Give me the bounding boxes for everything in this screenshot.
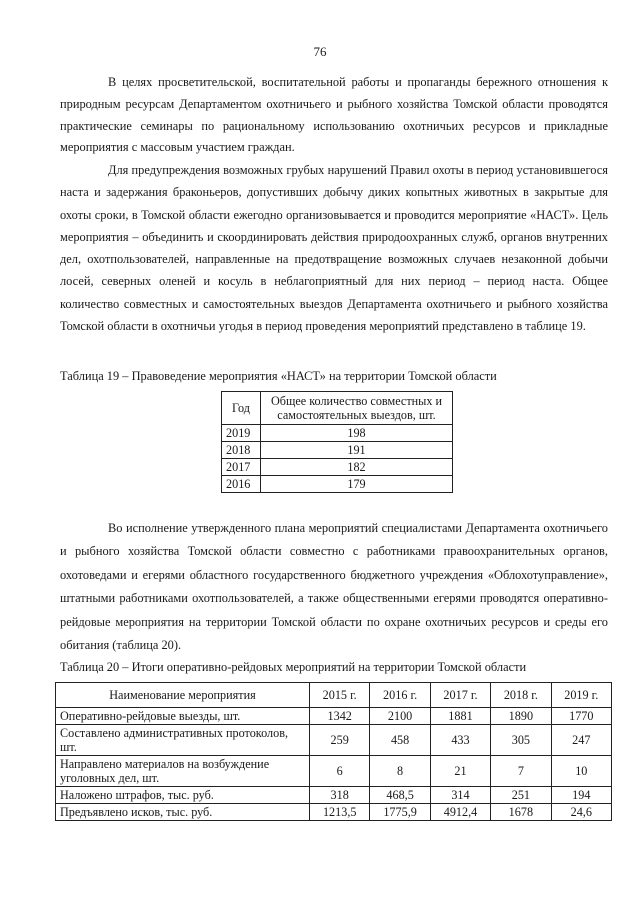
value-cell: 259 [310,725,370,756]
value-cell: 458 [370,725,430,756]
table20-caption: Таблица 20 – Итоги оперативно-рейдовых мероприятий на территории Томской области [60,660,527,674]
header-year: 2016 г. [370,683,430,708]
table-row [56,708,612,725]
trips-cell: 182 [261,459,453,476]
value-cell: 10 [551,756,611,787]
page-number: 76 [313,44,327,59]
paragraph-nast: Для предупреждения возможных грубых нарушений Правил охоты в период установившегося наста и задержания браконьеров, допустивших добычу диких копытных животных в закрытые для охоты сроки, в Томской области ежегодно организовывается и проводится мероприятие «НАСТ». Цель мероприятия – объединить и скоординировать действия природоохранных служб, органов внутренних дел, охотпользователей, направленные на предотвращение возможных случаев незаконной добычи лосей, северных оленей и косуль в неблагоприятный для них период – период наста. Общее количество совместных и самостоятельных выездов Департамента охотничьего и рыбного хозяйства Томской области в охотничьи угодья в период проведения мероприятий представлено в таблице 19. [60,163,608,334]
paragraph-raids: Во исполнение утвержденного плана мероприятий специалистами Департамента охотничьего и рыбного хозяйства Томской области совместно с работниками правоохранительных органов, охотоведами и егерями областного государственного бюджетного учреждения «Облохотуправление», штатными работниками охотпользователей, а также общественными егерями проводятся оперативно-рейдовые мероприятия на территории Томской области по охране охотничьих ресурсов и среды его обитания (таблица 20). [60,521,608,653]
table-row [222,476,453,493]
value-cell: 318 [310,787,370,804]
table-19 [221,391,453,493]
header-trips: Общее количество совместных и самостоятельных выездов, шт. [261,392,453,425]
paragraph-seminars: В целях просветительской, воспитательной работы и пропаганды бережного отношения к природным ресурсам Департаментом охотничьего и рыбного хозяйства Томской области проводятся практические семинары по рациональному использованию охотничьих ресурсов и прикладные мероприятия с массовым участием граждан. [60,75,608,155]
value-cell: 7 [491,756,551,787]
value-cell: 247 [551,725,611,756]
value-cell: 24,6 [551,804,611,821]
value-cell: 305 [491,725,551,756]
value-cell: 1213,5 [310,804,370,821]
value-cell: 194 [551,787,611,804]
activity-cell: Оперативно-рейдовые выезды, шт. [56,708,310,725]
year-cell: 2016 [222,476,261,493]
table-row [56,756,612,787]
activity-cell: Наложено штрафов, тыс. руб. [56,787,310,804]
table-20 [55,682,612,821]
value-cell: 1775,9 [370,804,430,821]
header-year: 2017 г. [430,683,490,708]
table-row [56,804,612,821]
activity-cell: Составлено административных протоколов, шт. [56,725,310,756]
trips-cell: 179 [261,476,453,493]
table-row [222,459,453,476]
value-cell: 468,5 [370,787,430,804]
year-cell: 2017 [222,459,261,476]
value-cell: 251 [491,787,551,804]
table19-caption: Таблица 19 – Правоведение мероприятия «НАСТ» на территории Томской области [60,369,497,383]
table-row [56,787,612,804]
year-cell: 2019 [222,425,261,442]
trips-cell: 191 [261,442,453,459]
activity-cell: Предъявлено исков, тыс. руб. [56,804,310,821]
value-cell: 2100 [370,708,430,725]
value-cell: 1770 [551,708,611,725]
value-cell: 6 [310,756,370,787]
header-year: 2018 г. [491,683,551,708]
table-header-row [56,683,612,708]
header-year: 2019 г. [551,683,611,708]
trips-cell: 198 [261,425,453,442]
table-row [222,442,453,459]
header-year: 2015 г. [310,683,370,708]
header-activity: Наименование мероприятия [56,683,310,708]
year-cell: 2018 [222,442,261,459]
activity-cell: Направлено материалов на возбуждение уголовных дел, шт. [56,756,310,787]
value-cell: 1678 [491,804,551,821]
value-cell: 1881 [430,708,490,725]
value-cell: 433 [430,725,490,756]
table-row [222,425,453,442]
value-cell: 8 [370,756,430,787]
table-header-row [222,392,453,425]
table-row [56,725,612,756]
value-cell: 314 [430,787,490,804]
value-cell: 1342 [310,708,370,725]
header-year: Год [222,392,261,425]
value-cell: 1890 [491,708,551,725]
value-cell: 21 [430,756,490,787]
value-cell: 4912,4 [430,804,490,821]
